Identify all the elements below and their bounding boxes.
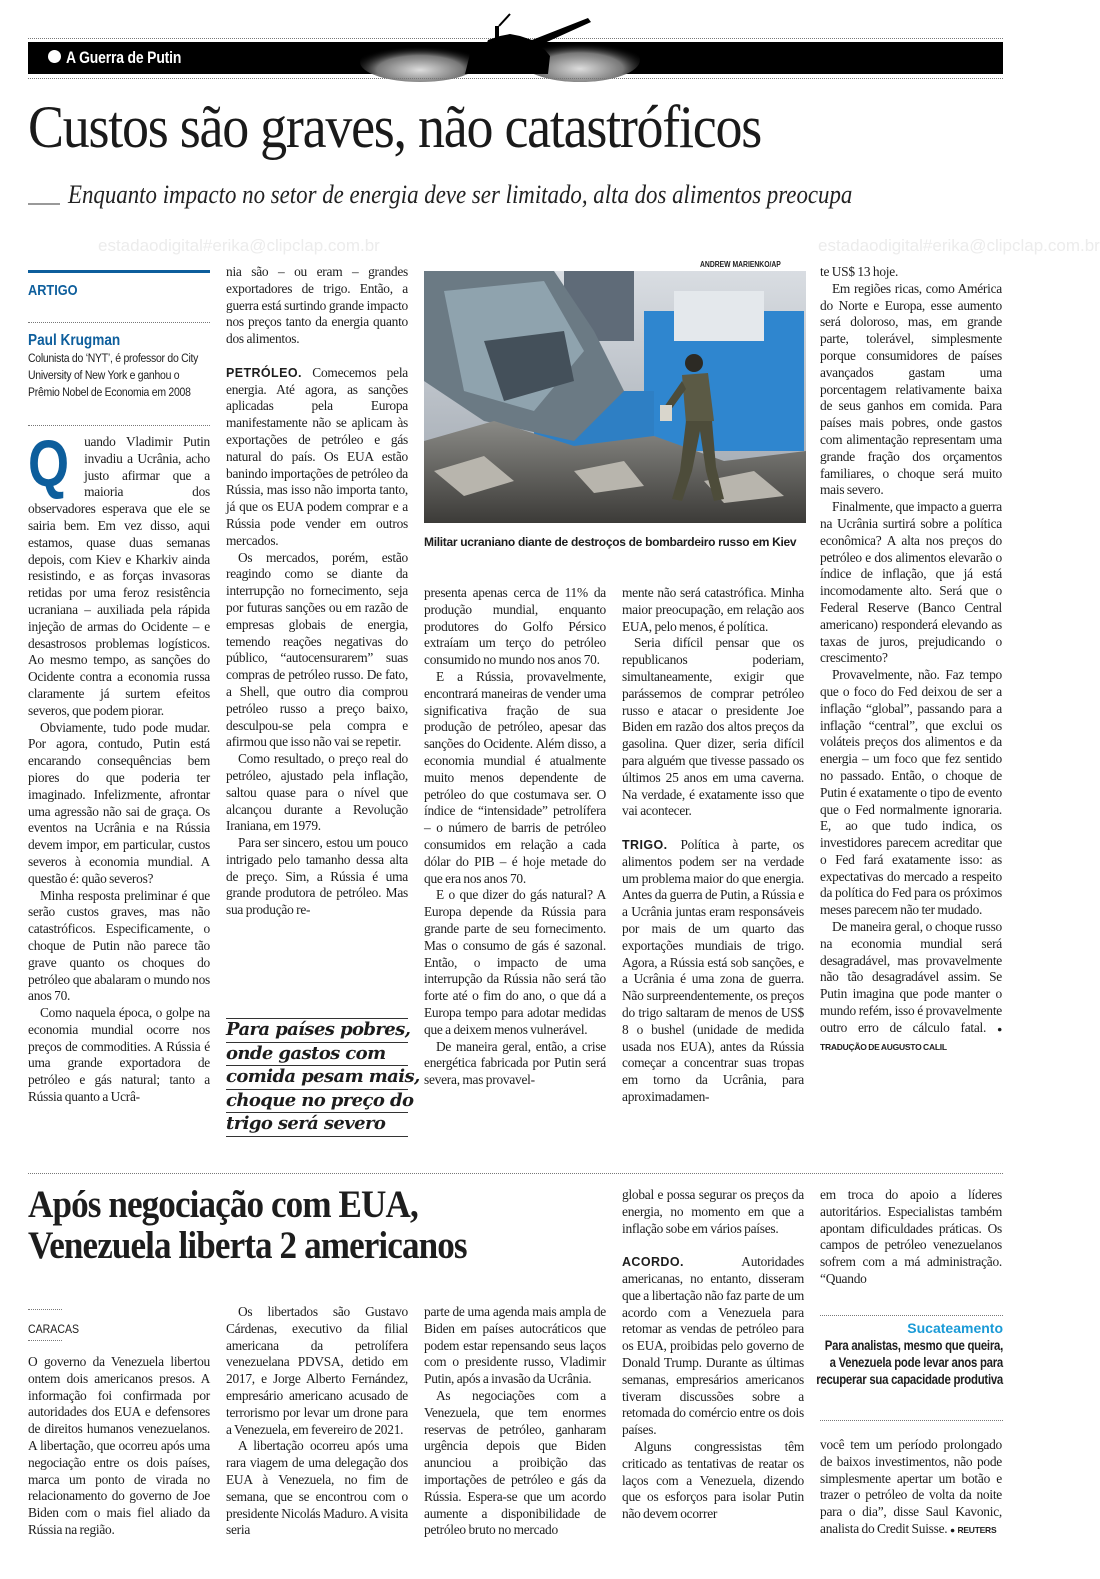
pull-quote (226, 1018, 420, 1137)
headline-line: Após negociação com EUA, (28, 1183, 418, 1226)
paragraph: te US$ 13 hoje. (820, 264, 899, 279)
paragraph: você tem um período prolongado de baixos investimentos, não pode simplesmente apertar um botão e trazer o petróleo de volta da noite para o dia”, disse Saul Kavonic, analista do Credit Suisse. (820, 1437, 1002, 1536)
paragraph: Alguns congressistas têm criticado as tentativas de reatar os laços com a Venezuela, dizendo que os esforços para isolar Putin não devem ocorrer (622, 1438, 804, 1522)
pull-quote-line: choque no preço do (226, 1089, 414, 1111)
article-column-3 (424, 585, 606, 1089)
article-column-1 (28, 426, 210, 1106)
watermark: estadaodigital#erika@clipclap.com.br (818, 236, 1100, 255)
paragraph: As negociações com a Venezuela, que tem enormes reservas de petróleo, ganharam urgência depois que Biden anunciou a proibição das importações de petróleo e gás da Rússia. Espera-se que um acordo aumente a disponibilidade de petróleo bruto no mercado (424, 1387, 606, 1538)
pull-quote-line: Para países pobres, (226, 1019, 411, 1040)
paragraph: A libertação ocorreu após uma rara viagem de uma delegação dos EUA à Venezuela, no fim de semana, que se encontrou com o presidente Nicolás Maduro. A visita seria (226, 1438, 408, 1538)
paragraph: Os mercados, porém, estão reagindo como se diante da interrupção no fornecimento, seja por futuras sanções ou em razão de empresas globais de energia, temendo reações negativas do público, “autocensurarem” suas compras de petróleo russo. De fato, a Shell, que outro dia comprou petróleo russo a preço baixo, desculpou-se pela compra e afirmou que isso não vai se repetir. (226, 549, 408, 750)
watermark: estadaodigital#erika@clipclap.com.br (98, 236, 380, 255)
paragraph: Os libertados são Gustavo Cárdenas, executivo da filial americana da petrolífera venezuelana PDVSA, detido em 2017, e Jorge Alberto Fernández, empresário americano acusado de terrorismo por levar um drone para a Venezuela, em fevereiro de 2021. (226, 1304, 408, 1437)
second-column-1 (28, 1354, 210, 1539)
sidebar-kicker: Sucateamento (907, 1320, 1003, 1336)
source-credit: REUTERS (957, 1524, 997, 1535)
divider (28, 1340, 62, 1341)
second-headline (28, 1184, 467, 1266)
subhead-trigo: TRIGO. (622, 837, 668, 852)
subhead-dash (28, 203, 60, 205)
paragraph: De maneira geral, o choque russo na economia mundial será desagradável, mas provavelmente não tão desagradável assim. Se Putin imagina que pode manter o mundo refém, isso é provavelmente outro erro de cálculo fatal. (820, 919, 1002, 1035)
second-column-3 (424, 1304, 606, 1539)
subhead-acordo: ACORDO. (622, 1255, 684, 1270)
translation-credit: TRADUÇÃO DE AUGUSTO CALIL (820, 1041, 947, 1052)
news-photo[interactable] (424, 271, 806, 523)
paragraph: De maneira geral, então, a crise energética fabricada por Putin será severa, mas provavel- (424, 1038, 606, 1088)
photo-credit: ANDREW MARIENKO/AP (700, 260, 781, 269)
article-column-5 (820, 264, 1002, 1055)
headline-line: Venezuela liberta 2 americanos (28, 1224, 467, 1267)
article-column-2 (226, 264, 408, 919)
kicker-rule (28, 270, 210, 273)
second-column-2 (226, 1304, 408, 1539)
end-bullet-icon: ● (950, 1524, 955, 1535)
paragraph: Obviamente, tudo pode mudar. Por agora, contudo, Putin está encarando consequências bem piores do que poderia ter imaginado. Infelizmente, afrontar uma agressão não sai de graça. Os eventos na Ucrânia e na Rússia devem impor, em particular, custos severos à economia mundial. A questão é: quão severos? (28, 719, 210, 886)
article-column-4 (622, 585, 804, 1106)
divider (28, 322, 210, 323)
paragraph: E o que dizer do gás natural? A Europa depende da Rússia para grande parte de seu fornecimento. Mas o consumo de gás é sazonal. Então, o impacto de uma interrupção da Rússia não será tão forte até o fim do ano, o que dá a Europa tempo para adotar medidas que a deixem menos vulnerável. (424, 887, 606, 1037)
section-label: A Guerra de Putin (66, 48, 182, 67)
paragraph: Seria difícil pensar que os republicanos poderiam, simultaneamente, exigir que parássemos de comprar petróleo russo e atacar o presidente Joe Biden em razão dos altos preços da gasolina. Quer dizer, seria difícil para alguém que tivesse passado os últimos 25 anos em uma caverna. Na verdade, é exatamente isso que vai acontecer. (622, 635, 804, 819)
article-kicker: ARTIGO (28, 282, 78, 299)
dateline: CARACAS (28, 1322, 80, 1336)
author-name[interactable]: Paul Krugman (28, 332, 121, 349)
author-bio: Colunista do ‘NYT’, é professor do City University of New York e ganhou o Prêmio Nobel de Economia em 2008 (28, 351, 199, 399)
paragraph: global e possa segurar os preços da energia, no momento em que a inflação sobe em vários países. (622, 1187, 804, 1236)
divider (820, 1420, 1003, 1421)
divider (28, 1309, 62, 1310)
second-column-5 (820, 1187, 1002, 1288)
second-column-4 (622, 1187, 804, 1523)
paragraph: parte de uma agenda mais ampla de Biden em países autocráticos que podem estar repensando seus laços com o presidente russo, Vladimir Putin, após a invasão da Ucrânia. (424, 1304, 606, 1387)
paragraph: Comecemos pela energia. Até agora, as sanções aplicadas pela Europa manifestamente não se aplicam às exportações de petróleo e gás natural do país. Os EUA estão banindo importações de petróleo da Rússia, mas isso não importa tanto, já que os EUA podem comprar e a Rússia pode vender em outros mercados. (226, 364, 408, 548)
paragraph: Como resultado, o preço real do petróleo, ajustado pela inflação, saltou quase para o nível que alcançou durante a Revolução Iraniana, em 1979. (226, 751, 408, 834)
drop-cap: Q (28, 426, 69, 500)
article-divider (28, 1173, 1003, 1174)
paragraph: Minha resposta preliminar é que serão custos graves, mas não catastróficos. Especificamente, o choque de Putin não parece tão grave quanto os choques do petróleo que abalaram o mundo nos anos 70. (28, 887, 210, 1004)
paragraph: Provavelmente, não. Faz tempo que o foco do Fed deixou de ser a inflação “global”, passando para a inflação “central”, que exclui os voláteis preços dos alimentos e da energia – um foco que fez sentido no passado. Então, o choque de Putin é exatamente o tipo de evento que o Fed normalmente ignoraria. E, ao que tudo indica, os investidores parecem acreditar que o Fed fará exatamente isso: as expectativas do mercado a respeito da política do Fed para os próximos meses parecem não ter mudado. (820, 667, 1002, 918)
paragraph: presenta apenas cerca de 11% da produção mundial, enquanto produtores do Golfo Pérsico extraíam um terço do petróleo consumido no mundo nos anos 70. (424, 585, 606, 668)
divider (820, 1315, 1003, 1316)
paragraph: O governo da Venezuela libertou ontem dois americanos presos. A informação foi confirmada por autoridades dos EUA e defensores de direitos humanos venezuelanos. A libertação, que ocorreu após uma negociação entre os dois países, marca um ponto de virada no relacionamento do governo de Joe Biden com o mais fiel aliado da Rússia na região. (28, 1354, 210, 1537)
end-bullet-icon: ● (997, 1023, 1002, 1034)
paragraph: mente não será catastrófica. Minha maior preocupação, em relação aos EUA, pelo menos, é política. (622, 585, 804, 634)
tank-icon (360, 10, 640, 76)
page-title: Custos são graves, não catastróficos (28, 94, 761, 160)
paragraph: Para ser sincero, estou um pouco intrigado pelo tamanho dessa alta de preço. Sim, a Rússia é uma grande produtora de petróleo. Mas sua produção re- (226, 835, 408, 918)
pull-quote-line: onde gastos com (226, 1042, 408, 1066)
paragraph: Autoridades americanas, no entanto, disseram que a libertação não faz parte de um acordo com a Venezuela para retomar as vendas de petróleo para os EUA, proibidas pelo governo de Donald Trump. Durante as últimas semanas, empresários americanos tiveram discussões sobre a retomada do comércio entre os dois países. (622, 1254, 804, 1438)
band-bottom-rule (28, 78, 1003, 79)
subhead-petroleo: PETRÓLEO. (226, 365, 302, 380)
pull-quote-line: comida pesam mais, (226, 1066, 420, 1087)
sidebar-deck: Para analistas, mesmo que queira, a Venezuela pode levar anos para recuperar sua capacidade produtiva (816, 1338, 1003, 1387)
subhead: Enquanto impacto no setor de energia deve ser limitado, alta dos alimentos preocupa (68, 180, 853, 209)
paragraph: Política à parte, os alimentos podem ser na verdade um problema maior do que energia. Antes da guerra de Putin, a Rússia e a Ucrânia juntas eram responsáveis por mais de um quarto das exportações mundiais de trigo. Agora, a Rússia está sob sanções, e a Ucrânia é uma zona de guerra. Não surpreendentemente, os preços do trigo saltaram de menos de US$ 8 o bushel (unidade de medida usada nos EUA), antes da Rússia começar a concentrar suas tropas em torno da Ucrânia, para aproximadamen- (622, 836, 804, 1104)
pull-quote-line: trigo será severo (226, 1112, 408, 1137)
second-column-5-bottom (820, 1437, 1002, 1539)
bullet-icon (48, 50, 61, 63)
paragraph: Finalmente, que impacto a guerra na Ucrânia surtirá sobre a política econômica? A alta nos preços do petróleo e dos alimentos elevarão o índice de inflação, que já está incomodamente alto. Será que o Federal Reserve (Banco Central americano) responderá elevando as taxas de juros, prejudicando o crescimento? (820, 499, 1002, 666)
photo-caption: Militar ucraniano diante de destroços de bombardeiro russo em Kiev (424, 535, 797, 549)
paragraph: em troca do apoio a líderes autoritários. Especialistas também apontam dificuldades práticas. Os campos de petróleo venezuelanos sofrem com a má administração. “Quando (820, 1187, 1002, 1286)
paragraph: uando Vladimir Putin invadiu a Ucrânia, acho justo afirmar que a maioria dos observadores esperava que ele se sairia bem. Em vez disso, aqui estamos, quase duas semanas depois, com Kiev e Kharkiv ainda resistindo, e as forças invasoras retidas por uma feroz resistência ucraniana – auxiliada pela rápida injeção de armas do Ocidente – e desastrosos problemas logísticos. Ao mesmo tempo, as sanções do Ocidente contra a economia russa claramente já surtem efeitos severos, que podem piorar. (28, 434, 210, 718)
paragraph: nia são – ou eram – grandes exportadores de trigo. Então, a guerra está surtindo grande impacto nos preços tanto da energia quanto dos alimentos. (226, 264, 408, 347)
paragraph: Em regiões ricas, como América do Norte e Europa, esse aumento será doloroso, mas, em grande parte, tolerável, simplesmente porque consumidores de países avançados gastam uma porcentagem relativamente baixa de seus ganhos em comida. Para países mais pobres, onde gastos com alimentação representam uma grande fração dos orçamentos familiares, o choque será muito mais severo. (820, 280, 1002, 498)
paragraph: E a Rússia, provavelmente, encontrará maneiras de vender uma significativa fração de sua produção de petróleo, apesar das sanções do Ocidente. Além disso, a economia mundial é atualmente muito menos dependente de petróleo do que costumava ser. O índice de “intensidade” petrolífera – o número de barris de petróleo consumidos em relação a cada dólar do PIB – é hoje metade do que era nos anos 70. (424, 668, 606, 886)
paragraph: Como naquela época, o golpe na economia mundial ocorre nos preços de commodities. A Rússia é uma grande exportadora de petróleo e gás natural; tanto a Rússia quanto a Ucrâ- (28, 1005, 210, 1105)
